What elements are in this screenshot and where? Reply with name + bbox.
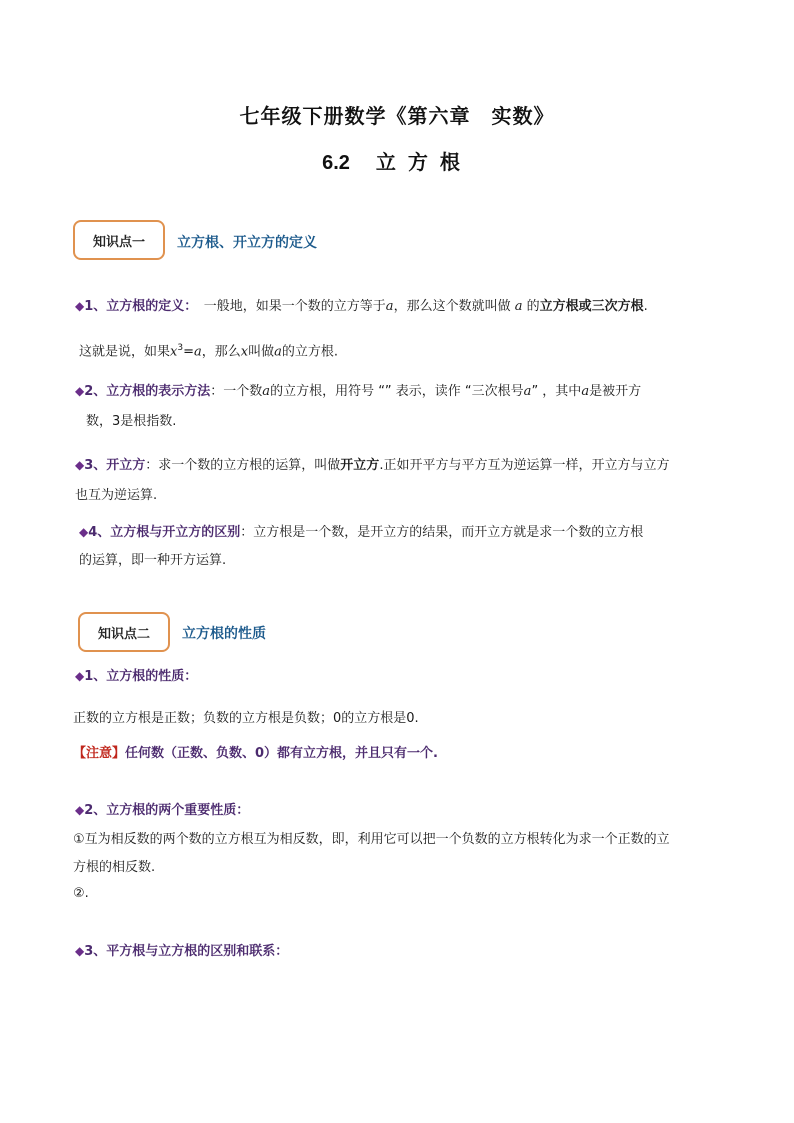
- property-2-item-1-line-1: ①互为相反数的两个数的立方根互为相反数，即，利用它可以把一个负数的立方根转化为求一个正数的立: [73, 832, 670, 847]
- property-2-item-1-line-2: 方根的相反数.: [73, 860, 156, 875]
- variable-a: a: [194, 344, 202, 360]
- variable-a: a: [581, 384, 590, 399]
- definition-2-label: 2、立方根的表示方法: [84, 384, 211, 399]
- definition-2-line-1: [75, 381, 641, 402]
- knowledge-point-2-badge: 知识点二: [78, 612, 170, 652]
- knowledge-point-2-title: 立方根的性质: [182, 626, 266, 642]
- variable-x: x: [170, 344, 178, 360]
- section-name: 立方根: [375, 150, 472, 174]
- definition-1-text: 的: [522, 299, 540, 314]
- definition-1-text: 叫做: [248, 344, 275, 360]
- diamond-bullet-icon: ◆: [75, 803, 85, 817]
- variable-a: a: [262, 384, 271, 399]
- property-2-label: 2、立方根的两个重要性质：: [84, 803, 250, 818]
- diamond-bullet-icon: ◆: [75, 944, 85, 958]
- definition-3-text: .正如开平方与平方互为逆运算一样，开立方与立方: [379, 458, 670, 473]
- property-3-label: 3、平方根与立方根的区别和联系：: [84, 944, 289, 959]
- document-title: 七年级下册数学《第六章 实数》: [239, 104, 555, 128]
- diamond-bullet-icon: ◆: [79, 525, 89, 539]
- diamond-bullet-icon: ◆: [75, 669, 85, 683]
- diamond-bullet-icon: ◆: [75, 384, 85, 398]
- variable-a: a: [385, 299, 394, 314]
- diamond-bullet-icon: ◆: [75, 458, 85, 472]
- definition-2-text: 的立方根，用符号 “” 表示，读作 “三次根号: [270, 384, 524, 399]
- property-1-text: 正数的立方根是正数；负数的立方根是负数；0的立方根是0.: [73, 711, 419, 726]
- knowledge-point-1-title: 立方根、开立方的定义: [177, 235, 317, 251]
- property-2-heading: [75, 800, 249, 821]
- definition-3-line-1: [75, 455, 669, 476]
- section-heading: [0, 146, 794, 175]
- note-text: 任何数（正数、负数、0）都有立方根，并且只有一个.: [125, 746, 438, 761]
- definition-4-label: 4、立方根与开立方的区别: [88, 525, 241, 540]
- definition-1-line-2: [79, 338, 338, 362]
- diamond-bullet-icon: ◆: [75, 299, 85, 313]
- property-3-heading: [75, 941, 288, 962]
- property-1-note: [73, 744, 438, 764]
- section-number: 6.2: [322, 152, 350, 174]
- definition-4-line-2: 的运算，即一种开方运算.: [79, 553, 227, 568]
- definition-1-text: 的立方根.: [281, 344, 339, 360]
- variable-a: a: [274, 344, 282, 360]
- definition-1-terms: 立方根或三次方根: [539, 299, 644, 314]
- variable-a: a: [514, 299, 523, 314]
- definition-2-text: ” ，其中: [531, 384, 582, 399]
- exponent: 3: [177, 343, 184, 353]
- definition-4-line-1: [79, 522, 643, 543]
- definition-1-label: 1、立方根的定义：: [84, 299, 191, 314]
- variable-x: x: [240, 344, 249, 360]
- definition-1-text: 这就是说，如果: [79, 344, 171, 360]
- definition-3-text: ：求一个数的立方根的运算，叫做: [145, 458, 341, 473]
- definition-3-label: 3、开立方: [84, 458, 146, 473]
- note-tag: 【注意】: [73, 746, 126, 761]
- definition-1-text: .: [643, 299, 648, 314]
- property-1-heading: [75, 666, 197, 687]
- definition-1-text: =: [183, 344, 194, 360]
- property-2-item-2: ②.: [73, 886, 89, 901]
- definition-1-line-1: [75, 296, 648, 317]
- definition-1-text: 一般地，如果一个数的立方等于: [190, 299, 386, 314]
- definition-3-line-2: 也互为逆运算.: [75, 488, 158, 503]
- definition-2-text: 是被开方: [589, 384, 642, 399]
- definition-1-text: ，那么: [201, 344, 241, 360]
- property-1-label: 1、立方根的性质：: [84, 669, 198, 684]
- definition-3-term: 开立方: [340, 458, 380, 473]
- knowledge-point-1-badge: 知识点一: [73, 220, 165, 260]
- definition-4-text: ：立方根是一个数，是开立方的结果，而开立方就是求一个数的立方根: [240, 525, 644, 540]
- definition-2-text: ：一个数: [210, 384, 263, 399]
- definition-1-text: ，那么这个数就叫做: [393, 299, 515, 314]
- variable-a: a: [523, 384, 532, 399]
- definition-2-line-2: 数，3是根指数.: [86, 414, 177, 429]
